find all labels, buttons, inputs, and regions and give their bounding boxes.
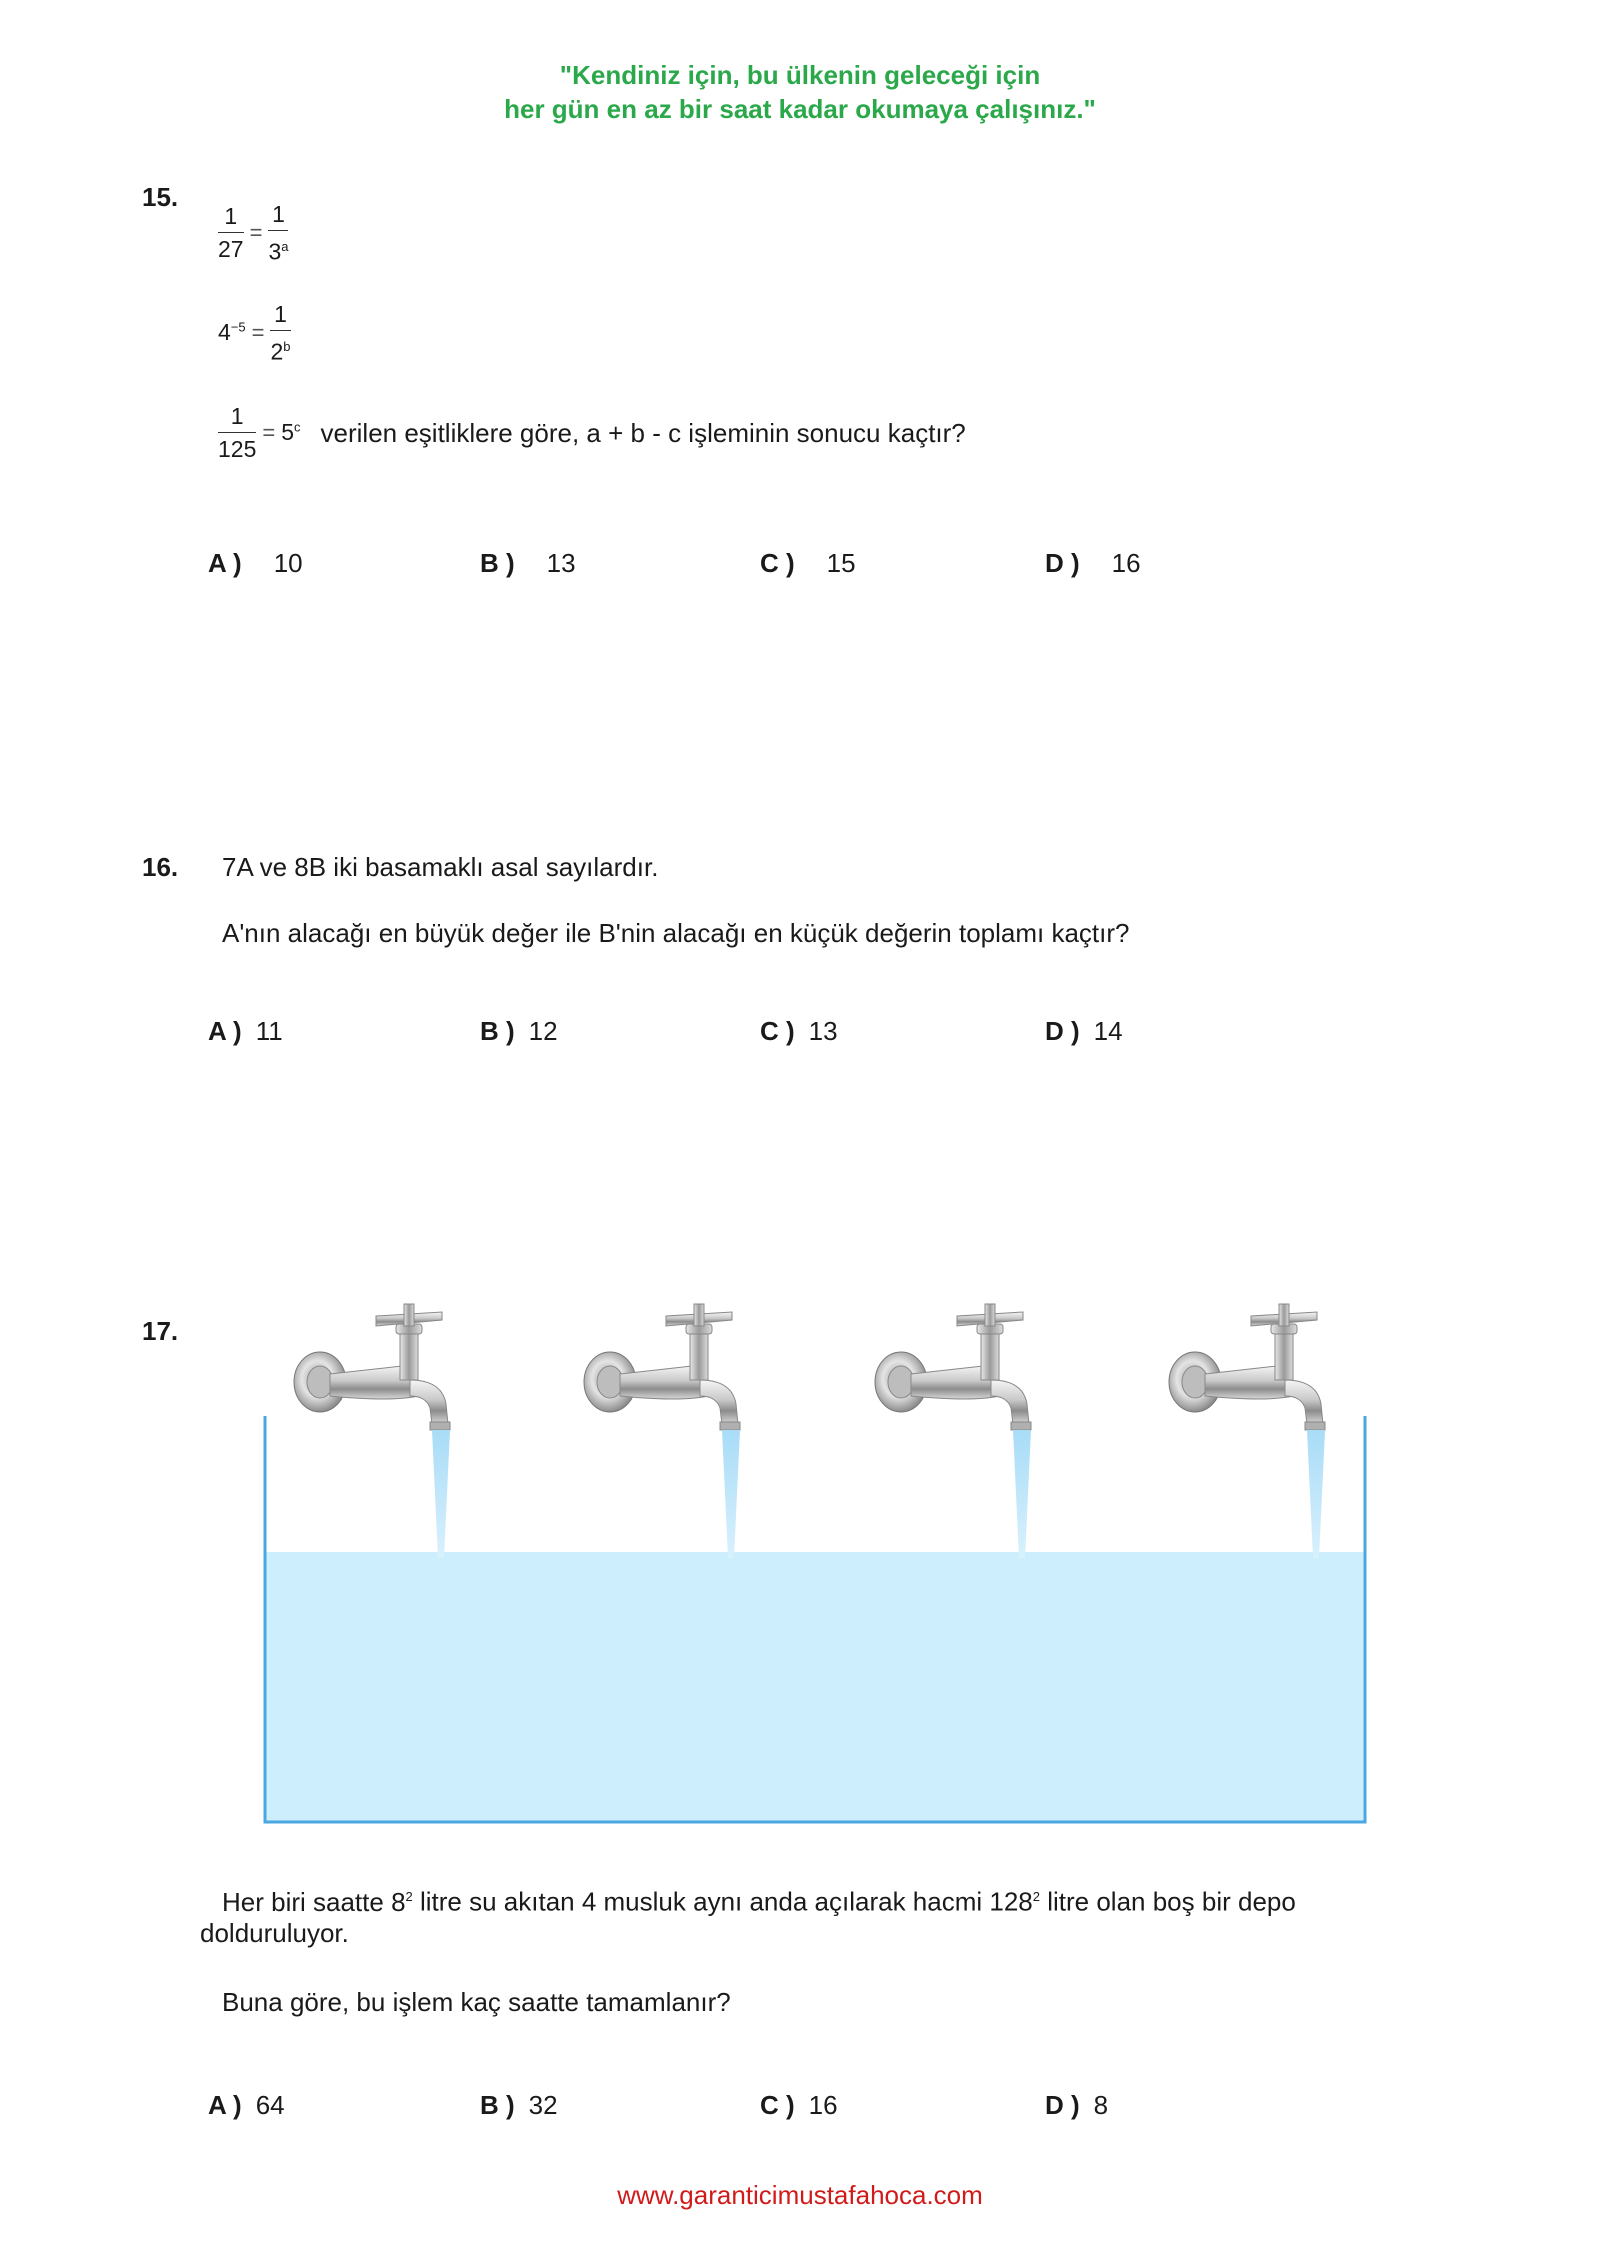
q17-option-a[interactable]: A ) 64: [208, 2090, 285, 2120]
numerator: 1: [230, 403, 244, 429]
quote-line-1: "Kendiniz için, bu ülkenin geleceği için: [559, 60, 1041, 90]
numerator: 1: [272, 201, 285, 227]
q16-line-2: A'nın alacağı en büyük değer ile B'nin alacağı en küçük değerin toplamı kaçtır?: [222, 918, 1130, 948]
denominator: 125: [218, 436, 257, 462]
q17-exponent-a: 2: [405, 1889, 413, 1904]
q16-option-a[interactable]: A ) 11: [208, 1016, 283, 1046]
question-16-number: 16.: [142, 852, 179, 882]
denominator: 2$^b$: [270, 338, 291, 365]
q15-option-a[interactable]: A ) 10: [208, 548, 303, 578]
q17-option-b[interactable]: B ) 32: [480, 2090, 558, 2120]
q16-option-b[interactable]: B ) 12: [480, 1016, 558, 1046]
q15-equation-1: [218, 200, 288, 266]
water-tank-figure: [250, 1300, 1380, 1840]
numerator: 1: [224, 203, 238, 230]
water-fill: [265, 1552, 1365, 1822]
q16-option-c[interactable]: C ) 13: [760, 1016, 838, 1046]
numerator: 1: [274, 301, 287, 327]
q16-line-1: 7A ve 8B iki basamaklı asal sayılardır.: [222, 852, 659, 882]
q17-option-d[interactable]: D ) 8: [1045, 2090, 1109, 2120]
q15-eq1-right-fraction: [268, 200, 288, 266]
faucet-icon: [1169, 1304, 1325, 1558]
q17-text-line-2: dolduruluyor.: [200, 1918, 349, 1948]
q17-text-part-a: Her biri saatte 8: [222, 1886, 406, 1917]
q15-equation-2: [218, 300, 291, 366]
q15-eq3-left-fraction: [218, 402, 256, 463]
equals-sign: =: [249, 219, 263, 245]
q15-eq2-left: $4^{-5}$: [218, 319, 246, 346]
q17-exponent-b: 2: [1032, 1889, 1040, 1904]
question-17-number: 17.: [142, 1316, 179, 1346]
footer-url[interactable]: www.garanticimustafahoca.com: [617, 2180, 983, 2210]
faucet-icon: [875, 1304, 1031, 1558]
q17-problem-text: [200, 1880, 1400, 1919]
q17-text-part-b: litre su akıtan 4 musluk aynı anda açılarak hacmi 128: [412, 1886, 1033, 1917]
q15-equation-3: [218, 402, 966, 463]
q15-option-d[interactable]: D ) 16: [1045, 548, 1141, 578]
q17-option-c[interactable]: C ) 16: [760, 2090, 838, 2120]
q15-eq2-right-fraction: [270, 300, 290, 366]
q16-option-d[interactable]: D ) 14: [1045, 1016, 1123, 1046]
equals-sign: =: [251, 319, 265, 345]
q17-text-part-c: litre olan boş bir depo: [1040, 1886, 1296, 1917]
equals-sign: =: [262, 419, 276, 445]
q15-eq3-right: 5$^c$: [281, 419, 301, 445]
header-quote: [0, 58, 1600, 126]
question-15-number: 15.: [142, 182, 179, 212]
q15-option-b[interactable]: B ) 13: [480, 548, 576, 578]
denominator: 27: [218, 236, 244, 263]
q15-option-c[interactable]: C ) 15: [760, 548, 856, 578]
q15-question-text: verilen eşitliklere göre, a + b - c işleminin sonucu kaçtır?: [320, 417, 966, 448]
q17-question: Buna göre, bu işlem kaç saatte tamamlanır?: [222, 1987, 731, 2017]
quote-line-2: her gün en az bir saat kadar okumaya çalışınız.": [504, 94, 1096, 124]
denominator: 3$^a$: [268, 238, 289, 265]
faucet-icon: [584, 1304, 740, 1558]
faucet-icon: [294, 1304, 450, 1558]
q15-eq1-left-fraction: [218, 202, 244, 263]
